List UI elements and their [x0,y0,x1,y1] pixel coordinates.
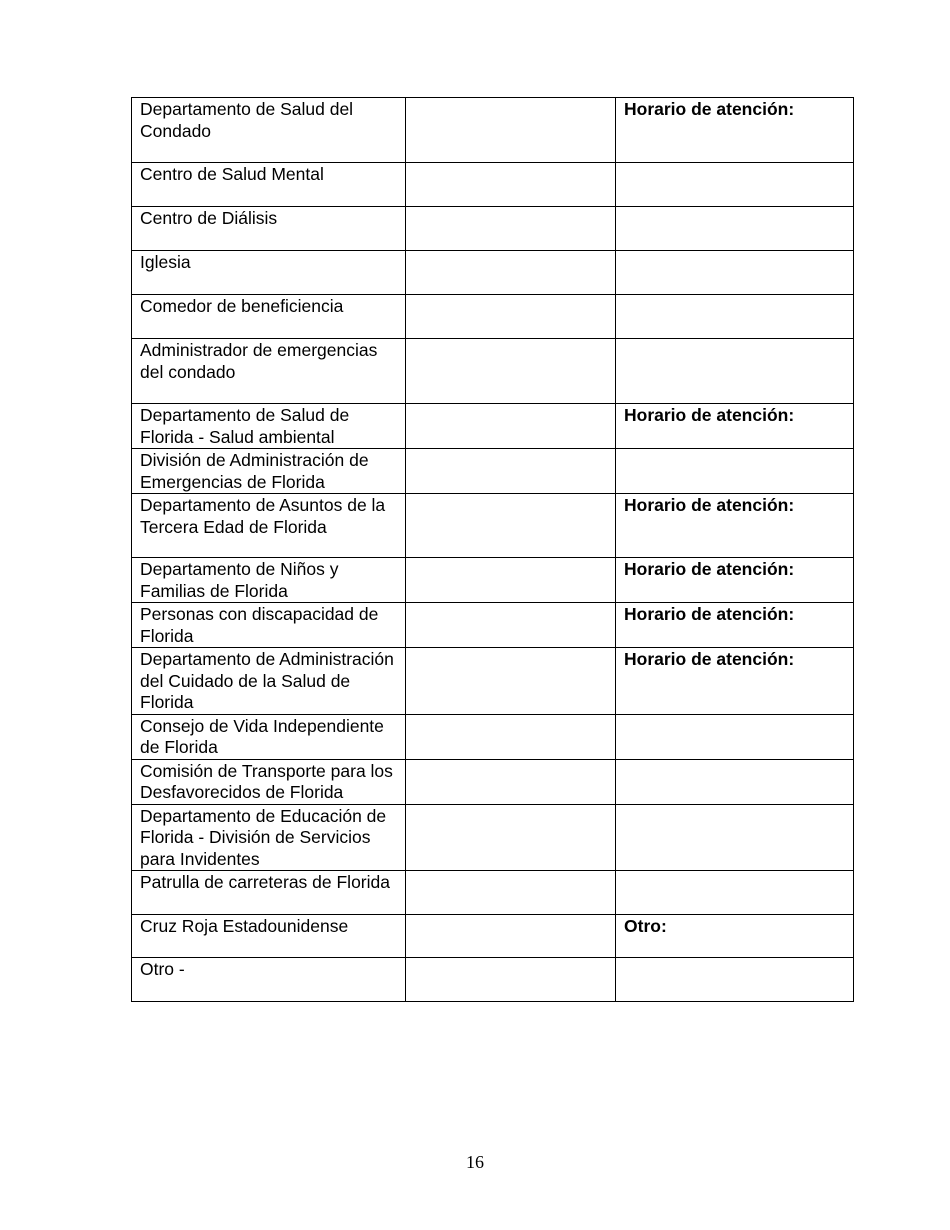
contact-cell[interactable] [406,871,616,915]
table-row [132,958,854,1002]
note-cell [616,207,854,251]
contact-cell[interactable] [406,251,616,295]
table-row [132,714,854,759]
contact-cell[interactable] [406,295,616,339]
contact-cell[interactable] [406,915,616,958]
note-cell [616,759,854,804]
contact-cell[interactable] [406,98,616,163]
table-row [132,648,854,715]
note-cell [616,295,854,339]
note-cell [616,251,854,295]
agency-cell: Centro de Diálisis [132,207,406,251]
agency-cell: Departamento de Educación de Florida - División de Servicios para Invidentes [132,804,406,871]
contact-cell[interactable] [406,714,616,759]
contact-cell[interactable] [406,603,616,648]
note-cell [616,804,854,871]
note-cell [616,339,854,404]
note-cell [616,871,854,915]
contact-cell[interactable] [406,804,616,871]
agency-cell: Otro - [132,958,406,1002]
table-row [132,603,854,648]
note-cell: Horario de atención: [616,603,854,648]
contact-cell[interactable] [406,339,616,404]
note-cell [616,714,854,759]
agency-cell: Centro de Salud Mental [132,163,406,207]
contact-cell[interactable] [406,958,616,1002]
agency-contact-table [131,97,854,1002]
agency-cell: Consejo de Vida Independiente de Florida [132,714,406,759]
agency-cell: Iglesia [132,251,406,295]
agency-cell: Departamento de Salud del Condado [132,98,406,163]
note-cell [616,449,854,494]
note-cell [616,163,854,207]
table-row [132,207,854,251]
table-row [132,871,854,915]
table-row [132,759,854,804]
table-row [132,339,854,404]
table-row [132,804,854,871]
agency-cell: Departamento de Salud de Florida - Salud ambiental [132,404,406,449]
table-row [132,494,854,558]
table-row [132,449,854,494]
contact-cell[interactable] [406,449,616,494]
agency-cell: Comedor de beneficiencia [132,295,406,339]
table-row [132,251,854,295]
contact-cell[interactable] [406,648,616,715]
table-row [132,404,854,449]
agency-cell: Administrador de emergencias del condado [132,339,406,404]
agency-cell: Departamento de Administración del Cuidado de la Salud de Florida [132,648,406,715]
contact-cell[interactable] [406,558,616,603]
table-row [132,163,854,207]
note-cell: Otro: [616,915,854,958]
contact-cell[interactable] [406,404,616,449]
note-cell: Horario de atención: [616,404,854,449]
table-row [132,558,854,603]
table-row [132,915,854,958]
table-row [132,98,854,163]
agency-cell: Cruz Roja Estadounidense [132,915,406,958]
contact-cell[interactable] [406,163,616,207]
contact-cell[interactable] [406,494,616,558]
contact-cell[interactable] [406,759,616,804]
agency-cell: Departamento de Niños y Familias de Florida [132,558,406,603]
agency-cell: División de Administración de Emergencias de Florida [132,449,406,494]
agency-cell: Comisión de Transporte para los Desfavorecidos de Florida [132,759,406,804]
table-row [132,295,854,339]
note-cell: Horario de atención: [616,98,854,163]
page-number: 16 [466,1152,484,1172]
agency-cell: Personas con discapacidad de Florida [132,603,406,648]
note-cell: Horario de atención: [616,494,854,558]
agency-cell: Patrulla de carreteras de Florida [132,871,406,915]
note-cell: Horario de atención: [616,648,854,715]
note-cell: Horario de atención: [616,558,854,603]
contact-cell[interactable] [406,207,616,251]
note-cell [616,958,854,1002]
agency-cell: Departamento de Asuntos de la Tercera Edad de Florida [132,494,406,558]
